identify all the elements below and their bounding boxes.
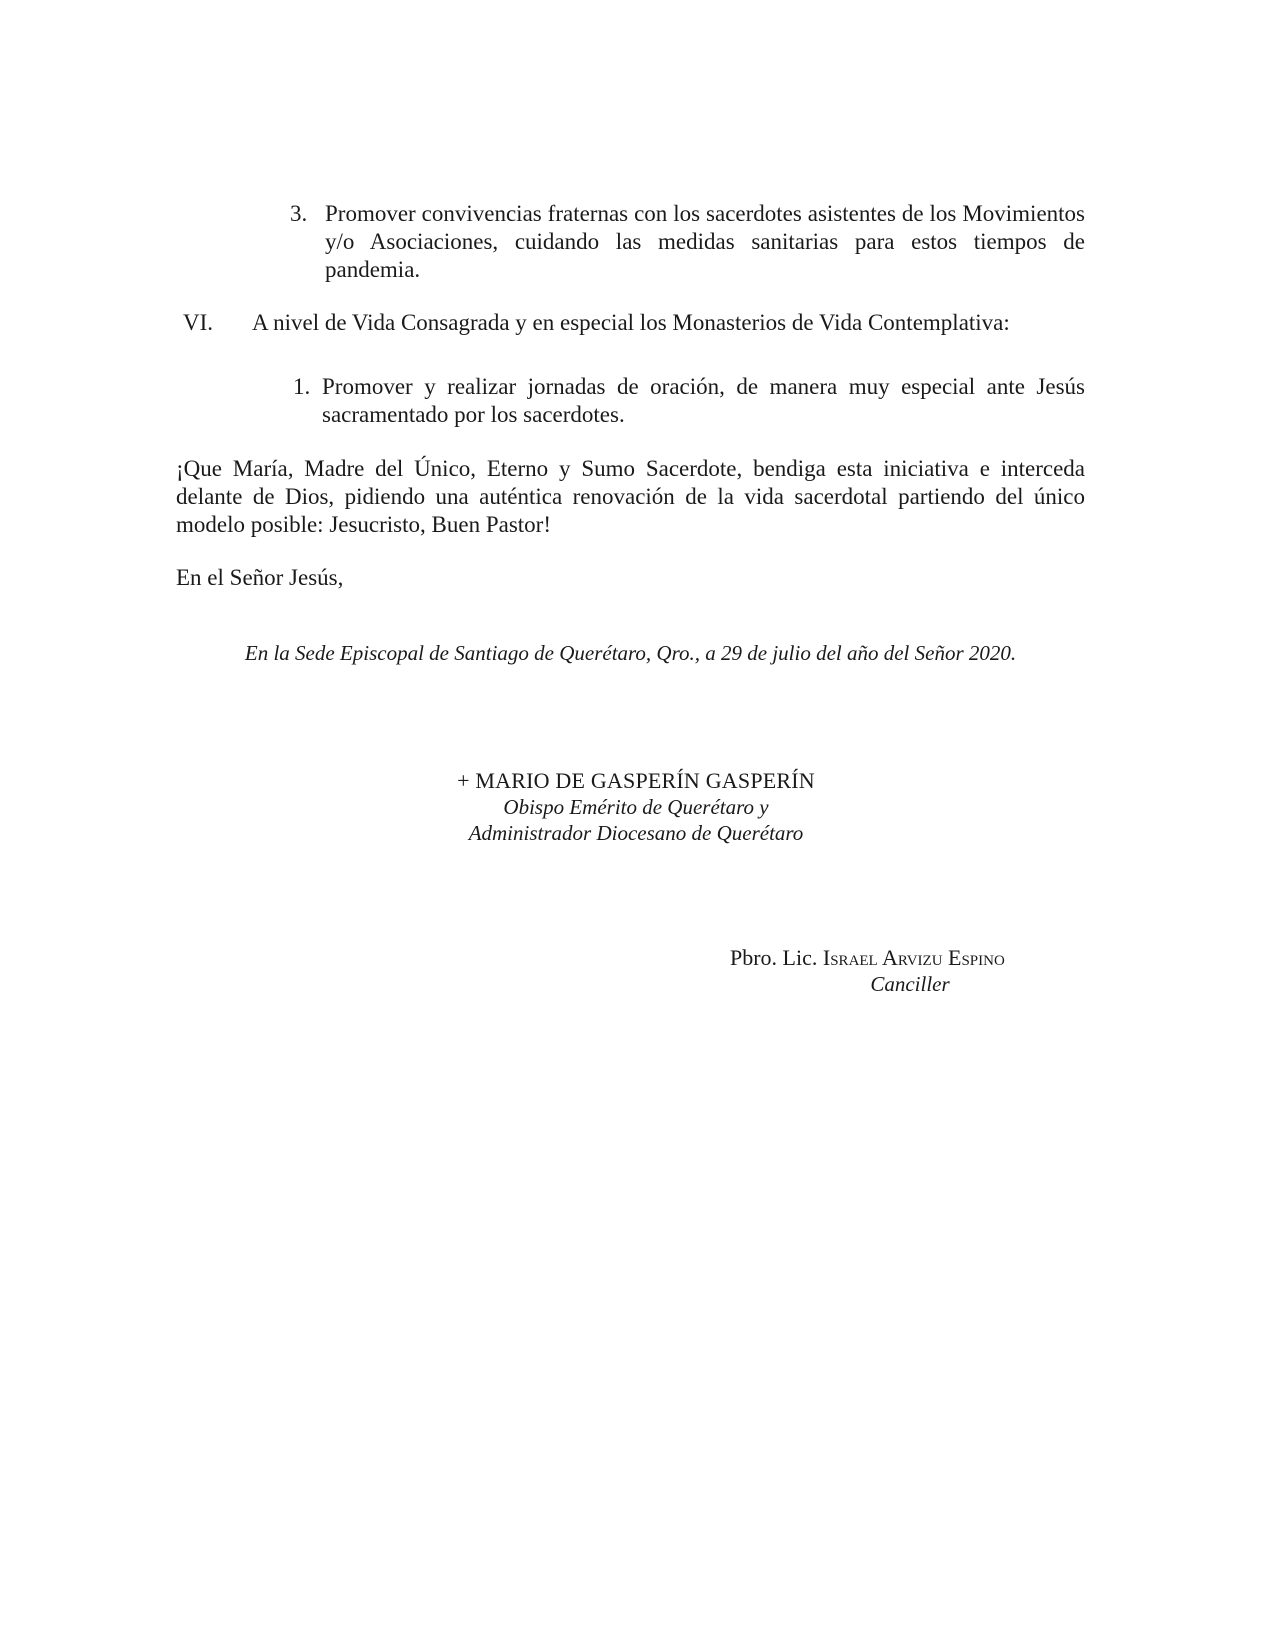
salutation: En el Señor Jesús, xyxy=(176,565,344,590)
bishop-title-line2: Administrador Diocesano de Querétaro xyxy=(468,821,804,845)
chancellor-name: Israel Arvizu Espino xyxy=(822,945,1005,970)
section-heading-text: A nivel de Vida Consagrada y en especial los Monasterios de Vida Contemplativa: xyxy=(252,310,1010,335)
list-item-3 xyxy=(290,200,1085,284)
closing-paragraph: ¡Que María, Madre del Único, Eterno y Sumo Sacerdote, bendiga esta iniciativa e interceda delante de Dios, pidiendo una auténtica renovación de la vida sacerdotal partiendo del único modelo posible: Jesucristo, Buen Pastor! xyxy=(176,456,1085,537)
bishop-name: + MARIO DE GASPERÍN GASPERÍN xyxy=(457,768,815,793)
section-roman-numeral: VI. xyxy=(183,310,214,335)
list-item-text: Promover y realizar jornadas de oración, de manera muy especial ante Jesús sacramentado por los sacerdotes. xyxy=(322,374,1085,427)
place-and-date: En la Sede Episcopal de Santiago de Querétaro, Qro., a 29 de julio del año del Señor 2020. xyxy=(244,641,1017,665)
list-item-1 xyxy=(293,373,1085,429)
list-item-text: Promover convivencias fraternas con los sacerdotes asistentes de los Movimientos y/o Asociaciones, cuidando las medidas sanitarias para estos tiempos de pandemia. xyxy=(325,201,1085,282)
section-vi-heading xyxy=(183,309,1083,337)
bishop-signature-block xyxy=(300,767,972,846)
chancellor-role: Canciller xyxy=(870,972,950,996)
chancellor-signature-block xyxy=(730,944,1050,997)
bishop-title-line1: Obispo Emérito de Querétaro y xyxy=(503,795,769,819)
list-item-number: 1. xyxy=(293,374,311,399)
list-item-number: 3. xyxy=(290,201,308,226)
chancellor-name-line xyxy=(730,944,1050,971)
chancellor-prefix: Pbro. Lic. xyxy=(730,945,818,970)
